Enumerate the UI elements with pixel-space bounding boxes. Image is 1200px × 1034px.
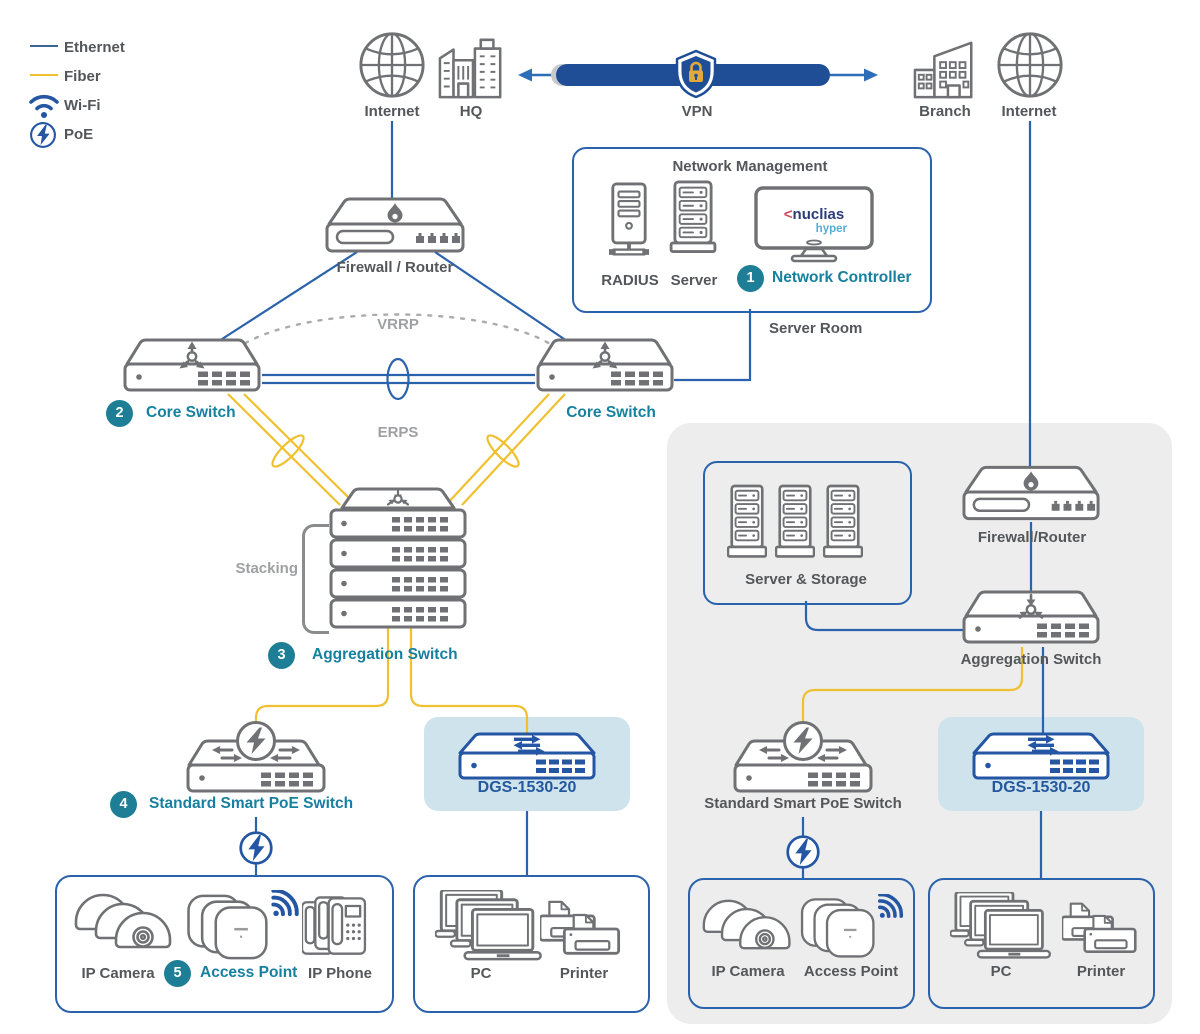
radius-label: RADIUS	[601, 272, 659, 289]
ip-camera-icon	[74, 892, 186, 962]
stacking-label: Stacking	[235, 560, 298, 577]
hq-label: HQ	[459, 103, 483, 120]
vpn-label: VPN	[681, 103, 713, 120]
legend-poe-label: PoE	[64, 126, 94, 143]
legend-wifi-label: Wi-Fi	[64, 97, 101, 114]
internet-left-label: Internet	[364, 103, 420, 120]
pc-icon	[950, 892, 1052, 962]
branch-poe-switch-icon	[732, 720, 874, 794]
network-controller-label: Network Controller	[772, 269, 912, 286]
radius-server-icon	[607, 182, 651, 262]
branch-dgs-label: DGS-1530-20	[991, 779, 1091, 796]
badge-1: 1	[737, 265, 764, 292]
ip-camera-icon	[702, 898, 804, 962]
internet-globe-icon	[357, 30, 427, 100]
hq-ip-camera-label: IP Camera	[81, 965, 155, 982]
hq-dgs-switch-icon	[452, 731, 602, 781]
access-point-icon	[800, 894, 904, 960]
core-switch-left-icon	[122, 337, 262, 393]
fiber-line-sample	[30, 74, 58, 76]
poe-power-icon	[238, 830, 274, 866]
hq-poe-switch-label: Standard Smart PoE Switch	[149, 795, 354, 812]
core-switch-right-icon	[535, 337, 675, 393]
branch-aggregation-label: Aggregation Switch	[960, 651, 1102, 668]
badge-2: 2	[106, 400, 133, 427]
core-switch-right-label: Core Switch	[566, 404, 656, 421]
hq-dgs-label: DGS-1530-20	[477, 779, 577, 796]
storage-rack-icon	[775, 484, 815, 568]
branch-pc-label: PC	[990, 963, 1012, 980]
erps-label: ERPS	[377, 424, 419, 441]
network-controller-monitor-icon	[754, 186, 876, 264]
badge-4: 4	[110, 791, 137, 818]
branch-firewall-label: Firewall/Router	[977, 529, 1087, 546]
branch-printer-label: Printer	[1076, 963, 1126, 980]
hq-building-icon	[437, 36, 507, 100]
hq-ip-phone-label: IP Phone	[308, 965, 372, 982]
hq-firewall-label: Firewall / Router	[336, 259, 454, 276]
network-management-title: Network Management	[672, 158, 828, 175]
server-room-label: Server Room	[769, 320, 863, 337]
storage-rack-icon	[727, 484, 767, 568]
ip-phone-icon	[302, 892, 384, 962]
core-switch-left-label: Core Switch	[146, 404, 236, 421]
wifi-icon	[26, 92, 62, 120]
branch-dgs-switch-icon	[966, 731, 1116, 781]
legend-fiber-label: Fiber	[64, 68, 101, 85]
printer-icon	[1062, 900, 1144, 958]
hq-printer-label: Printer	[559, 965, 609, 982]
internet-right-label: Internet	[1001, 103, 1057, 120]
branch-building-icon	[913, 36, 979, 100]
printer-icon	[540, 898, 628, 960]
hq-pc-label: PC	[470, 965, 492, 982]
server-label: Server	[670, 272, 718, 289]
nuclias-wordmark: nuclias	[792, 206, 845, 223]
poe-icon	[29, 121, 57, 149]
server-storage-label: Server & Storage	[745, 571, 867, 588]
hyper-wordmark: hyper	[815, 223, 847, 235]
nuclias-mark: <	[783, 206, 793, 223]
pc-icon	[435, 890, 543, 964]
stacking-bracket	[302, 524, 329, 634]
hq-poe-switch-icon	[185, 720, 327, 794]
badge-3: 3	[268, 642, 295, 669]
hq-firewall-router-icon	[324, 196, 466, 254]
branch-label: Branch	[919, 103, 971, 120]
branch-access-point-label: Access Point	[803, 963, 899, 980]
legend-ethernet-label: Ethernet	[64, 39, 125, 56]
svg-text:<nuclias	[784, 206, 844, 223]
hq-access-point-label: Access Point	[200, 964, 298, 981]
vpn-tunnel-icon	[516, 44, 880, 104]
poe-power-icon	[785, 834, 821, 870]
ethernet-line-sample	[30, 45, 58, 47]
branch-firewall-router-icon	[961, 464, 1101, 522]
vrrp-label: VRRP	[372, 316, 424, 333]
server-rack-icon	[669, 180, 717, 262]
badge-5: 5	[164, 960, 191, 987]
hq-aggregation-label: Aggregation Switch	[312, 646, 458, 663]
storage-rack-icon	[823, 484, 863, 568]
aggregation-switch-stack-icon	[328, 486, 468, 632]
internet-globe-icon	[995, 30, 1065, 100]
branch-ip-camera-label: IP Camera	[711, 963, 785, 980]
access-point-icon	[186, 890, 300, 962]
branch-aggregation-switch-icon	[961, 589, 1101, 645]
branch-poe-switch-label: Standard Smart PoE Switch	[704, 795, 902, 812]
